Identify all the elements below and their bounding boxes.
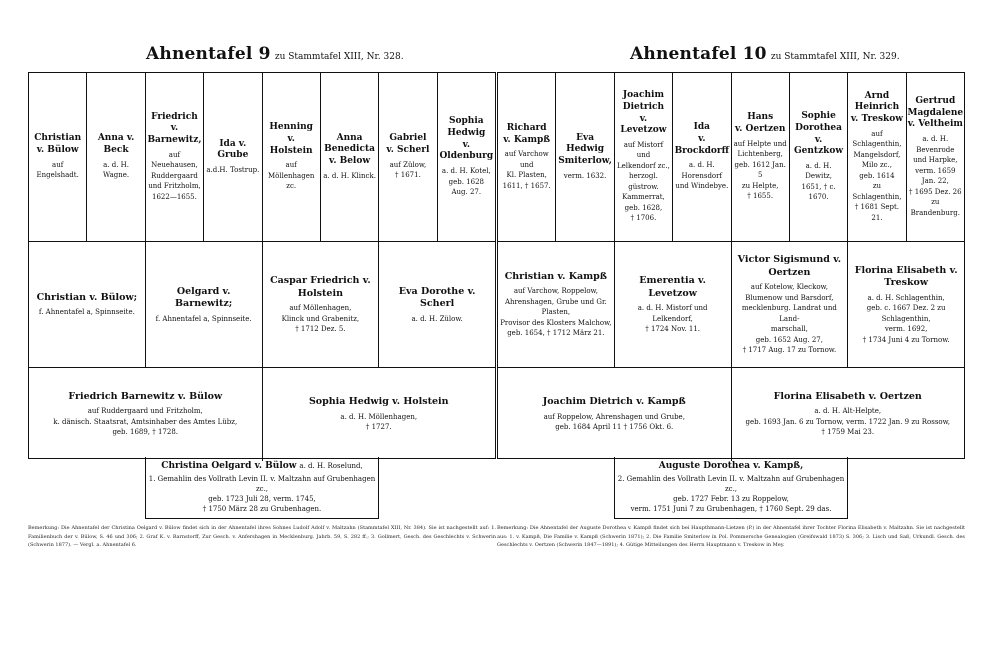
ancestor-name: Florina Elisabeth v. Oertzen: [773, 391, 922, 403]
ancestor-name: Victor Sigismund v. Oertzen: [737, 254, 842, 278]
ancestor-cell: [847, 73, 905, 241]
ancestor-cell: [789, 73, 847, 241]
ancestor-name: Emerentia v. Levetzow: [639, 275, 706, 299]
right-generation-2: [498, 367, 964, 461]
ancestor-cell: [847, 242, 964, 368]
ancestor-cell: [731, 368, 965, 461]
ancestor-cell: [555, 73, 613, 241]
ancestor-name: Caspar Friedrich v. Holstein: [270, 275, 371, 299]
ancestor-detail: auf Mistorf und Lelkendorf zc., herzogl. güstrow. Kammerrat, geb. 1628, † 1706.: [617, 140, 670, 223]
ancestor-detail: auf Möllenhagen, Klinck und Grabenitz, † 1712 Dez. 5.: [281, 304, 360, 334]
ancestor-name: Richard v. Kampß: [503, 122, 551, 145]
ancestor-name: Florina Elisabeth v. Treskow: [854, 264, 958, 289]
ancestor-detail: verm. 1632.: [563, 171, 607, 180]
left-ancestor-chart: [28, 72, 496, 459]
ancestor-cell: [672, 73, 730, 241]
subject-name: Auguste Dorothea v. Kampß,: [658, 460, 804, 471]
ancestor-cell: [203, 73, 261, 241]
ancestor-cell: [906, 73, 964, 241]
right-title-sub: zu Stammtafel XIII, Nr. 329.: [770, 52, 900, 62]
left-remark: Bemerkung: Die Ahnentafel der Christina Oelgard v. Bülow findet sich in der Ahnentafel ihres Sohnes Ludolf Adolf v. Maltzahn (Stammtafel XIII, Nr. 384). Sie ist nachgestellt auf: 1. Familienbuch der v. Bülow, S. 46 und 306; 2. Graf K. v. Barnstorff, Zur Gesch. v. Anfershagen in Mecklenburg. Jahrb. 59, S. 282 ff.; 3. Gollmert, Gesch. des Geschlechts v. Schwerin (Schwerin 1877). — Vergl. a. Ahnentafel 6.: [28, 525, 496, 548]
ancestor-cell: [145, 242, 262, 368]
ancestor-cell: [614, 73, 672, 241]
right-title-main: Ahnentafel 10: [630, 44, 767, 64]
left-subject-box: [145, 457, 379, 519]
ancestor-detail: a. d. H. Alt-Helpte, geb. 1693 Jan. 6 zu Tornow, verm. 1722 Jan. 9 zu Rossow, † 1759 Mai 23.: [745, 407, 951, 437]
ancestor-detail: a. d. H. Dewitz, 1651, † c. 1670.: [801, 161, 836, 202]
subject-suffix: a. d. H. Roselund,: [299, 461, 363, 470]
subject-detail: 1. Gemahlin des Vollrath Levin II. v. Maltzahn auf Grubenhagen zc., geb. 1723 Juli 28, verm. 1745, † 1750 März 28 zu Grubenhagen.: [148, 474, 376, 513]
ancestor-cell: [145, 73, 203, 241]
ancestor-name: Gabriel v. Scherl: [386, 133, 430, 155]
ancestor-name: Anna v. Beck: [97, 133, 135, 155]
ancestor-name: Oelgard v. Barnewitz;: [175, 285, 233, 310]
ancestor-cell: [262, 242, 379, 368]
ancestor-cell: [498, 73, 555, 241]
ancestor-detail: a.d.H. Tostrup.: [206, 165, 260, 174]
left-title-sub: zu Stammtafel XIII, Nr. 328.: [274, 52, 404, 62]
ancestor-cell: [614, 242, 731, 368]
ancestor-name: Sophie Dorothea v. Gentzkow: [793, 111, 844, 157]
ancestor-detail: auf Varchow, Roppelow, Ahrenshagen, Grube und Gr. Plasten, Provisor des Klosters Malchow, geb. 1654, † 1712 März 21.: [500, 287, 612, 338]
ancestor-cell: [86, 73, 144, 241]
ancestor-detail: a. d. H. Wagne.: [103, 160, 130, 180]
ancestor-detail: auf Schlagenthin, Mangelsdorf, Milo zc., geb. 1614 zu Schlagenthin, † 1681 Sept. 21.: [852, 129, 902, 222]
right-ancestor-chart: [497, 72, 965, 459]
ancestor-name: Sophia Hedwig v. Holstein: [308, 396, 449, 408]
ancestor-detail: auf Helpte und Lichtenberg, geb. 1612 Jan. 5 zu Helpte, † 1655.: [733, 139, 787, 201]
ancestor-name: Ida v. Brockdorff: [674, 122, 730, 156]
ancestor-detail: a. d. H. Kotel, geb. 1628 Aug. 27.: [441, 167, 491, 197]
ancestor-cell: [29, 368, 262, 461]
right-generation-4: [498, 73, 964, 241]
ancestor-detail: a. d. H. Horensdorf und Windebye.: [675, 161, 729, 191]
ancestor-cell: [498, 242, 614, 368]
left-title-main: Ahnentafel 9: [146, 44, 271, 64]
ancestor-name: Hans v. Oertzen: [734, 112, 786, 134]
ancestor-cell: [498, 368, 731, 461]
right-subject-box: [614, 457, 848, 519]
ancestor-name: Christian v. Bülow: [34, 133, 82, 155]
ancestor-name: Anna Benedicta v. Below: [324, 132, 375, 167]
left-generation-3: [29, 241, 495, 368]
ancestor-detail: a. d. H. Möllenhagen, † 1727.: [340, 412, 418, 432]
ancestor-name: Joachim Dietrich v. Levetzow: [620, 90, 667, 136]
subject-detail: 2. Gemahlin des Vollrath Levin II. v. Maltzahn auf Grubenhagen zc., geb. 1727 Febr. 13 zu Roppelow, verm. 1751 Juni 7 zu Grubenhagen, † 1760 Sept. 29 das.: [617, 474, 845, 513]
ancestor-detail: auf Möllenhagen zc.: [268, 161, 315, 191]
ancestor-detail: f. Ahnentafel a, Spinnseite.: [38, 308, 135, 317]
ancestor-name: Christian v. Kampß: [504, 271, 608, 283]
ancestor-detail: a. d. H. Klinck.: [323, 171, 376, 180]
ancestor-cell: [378, 73, 436, 241]
ancestor-name: Friedrich Barnewitz v. Bülow: [68, 391, 223, 403]
ancestor-detail: auf Engelshadt.: [36, 160, 79, 180]
ancestor-detail: auf Kotelow, Kleckow, Blumenow und Barsdorf, mecklenburg. Landrat und Land- marschall, geb. 1652 Aug. 27, † 1717 Aug. 17 zu Tornow.: [741, 283, 837, 355]
ancestor-detail: auf Varchow und Kl. Plasten, 1611, † 1657.: [502, 150, 551, 190]
ancestor-name: Joachim Dietrich v. Kampß: [542, 396, 686, 408]
ancestor-name: Arnd Heinrich v. Treskow: [850, 90, 904, 125]
ancestor-detail: f. Ahnentafel a, Spinnseite.: [155, 314, 252, 323]
ancestor-cell: [437, 73, 495, 241]
subject-name: Christina Oelgard v. Bülow: [161, 460, 297, 471]
ancestor-detail: a. d. H. Bevenrode und Harpke, verm. 1659 Jan. 22, † 1695 Dez. 26 zu Brandenburg.: [909, 135, 962, 217]
ancestor-cell: [731, 242, 848, 368]
ancestor-cell: [262, 368, 496, 461]
ancestor-name: Eva Hedwig Smiterlow,: [558, 132, 612, 167]
left-generation-4: [29, 73, 495, 241]
ancestor-detail: a. d. H. Mistorf und Lelkendorf, † 1724 Nov. 11.: [637, 304, 708, 334]
ancestor-name: Eva Dorothe v. Scherl: [398, 285, 476, 310]
right-generation-3: [498, 241, 964, 368]
ancestor-name: Ida v. Grube: [217, 138, 249, 161]
right-remark: Bemerkung: Die Ahnentafel der Auguste Dorothea v. Kampß findet sich bei Haupthmann-Lietzen (P.) in der Ahnentafel ihrer Tochter Florina Elisabeth v. Maltzahn. Sie ist nachgestellt aus: 1. v. Kampß, Die Familie v. Kampß (Schwerin 1871); 2. Die Familie Smiterlow in Pol. Pommersche Genealogien (Greifswald 1873) S. 306; 3. Lisch und Saß, Urkundl. Gesch. des Geschlechts v. Oertzen (Schwerin 1847—1891); 4. Gütige Mitteilungen des Herrn Hauptmann v. Treskow in Mey.: [497, 525, 965, 548]
ancestor-name: Henning v. Holstein: [269, 122, 313, 156]
ancestor-cell: [29, 73, 86, 241]
ancestor-cell: [378, 242, 495, 368]
ancestor-detail: auf Zülow, † 1671.: [389, 160, 427, 180]
ancestor-detail: auf Neuehausen, Ruddergaard und Fritzholm, 1622—1655.: [148, 150, 201, 201]
ancestor-detail: a. d. H. Zülow.: [411, 314, 463, 323]
ancestor-name: Gertrud Magdalene v. Veltheim: [907, 95, 964, 130]
left-generation-2: [29, 367, 495, 461]
ancestor-cell: [731, 73, 789, 241]
left-page-title: [146, 44, 404, 64]
right-page-title: [630, 44, 900, 64]
ancestor-cell: [262, 73, 320, 241]
ancestor-cell: [320, 73, 378, 241]
ancestor-detail: a. d. H. Schlagenthin, geb. c. 1667 Dez. 2 zu Schlagenthin, verm. 1692, † 1734 Juni 4 zu Tornow.: [862, 293, 950, 344]
ancestor-detail: auf Roppelow, Ahrenshagen und Grube, geb. 1684 April 11 † 1756 Okt. 6.: [543, 412, 685, 432]
ancestor-name: Friedrich v. Barnewitz,: [147, 111, 202, 146]
ancestor-name: Sophia Hedwig v. Oldenburg: [439, 116, 494, 162]
ancestor-cell: [29, 242, 145, 368]
ancestor-name: Christian v. Bülow;: [36, 292, 138, 304]
ancestor-detail: auf Ruddergaard und Fritzholm, k. dänisch. Staatsrat, Amtsinhaber des Amtes Lübz, geb. 1689, † 1728.: [53, 407, 238, 437]
